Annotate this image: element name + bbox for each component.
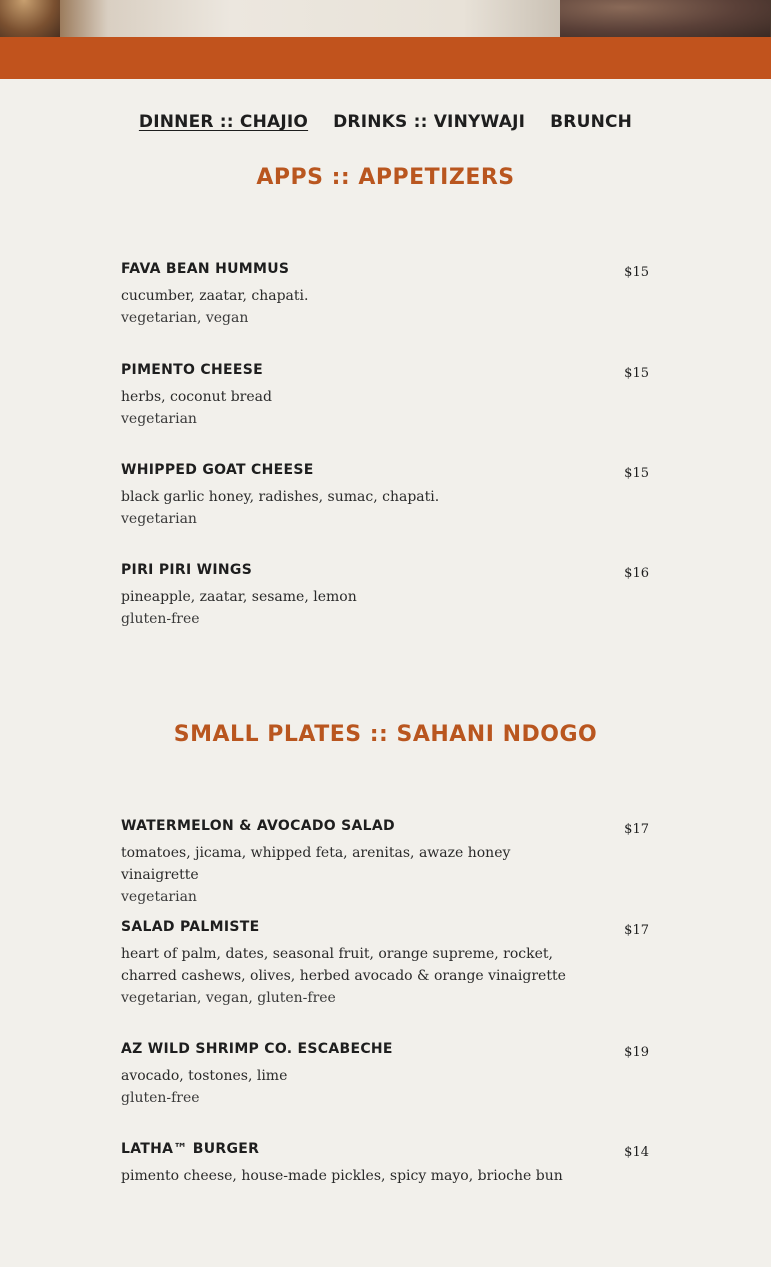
menu-item [121, 462, 651, 530]
item-price: $14 [624, 1145, 649, 1160]
item-price: $15 [624, 466, 649, 481]
item-price: $15 [624, 366, 649, 381]
menu-item [121, 362, 651, 430]
item-name: PIRI PIRI WINGS [121, 562, 253, 578]
item-description: cucumber, zaatar, chapati. [121, 288, 309, 304]
hero-image [0, 0, 771, 37]
item-tags: vegetarian, vegan [121, 310, 249, 326]
item-description: herbs, coconut bread [121, 389, 272, 405]
menu-item [121, 1141, 651, 1187]
tab-dinner[interactable]: DINNER :: CHAJIO [138, 112, 309, 132]
tab-drinks[interactable]: DRINKS :: VINYWAJI [333, 112, 526, 132]
item-price: $16 [624, 566, 649, 581]
item-name: WATERMELON & AVOCADO SALAD [121, 818, 395, 834]
item-description: avocado, tostones, lime [121, 1068, 288, 1084]
item-tags: vegetarian [121, 889, 197, 905]
item-tags: vegetarian [121, 511, 197, 527]
tab-brunch[interactable]: BRUNCH [550, 112, 633, 132]
item-tags: gluten-free [121, 1090, 200, 1106]
item-name: PIMENTO CHEESE [121, 362, 263, 378]
item-tags: gluten-free [121, 611, 200, 627]
item-tags: vegetarian [121, 411, 197, 427]
item-description: heart of palm, dates, seasonal fruit, orange supreme, rocket, charred cashews, olives, herbed avocado & orange vinaigrette [121, 946, 566, 984]
section-title-small-plates: SMALL PLATES :: SAHANI NDOGO [173, 722, 598, 747]
menu-item [121, 919, 651, 1009]
item-price: $17 [624, 923, 649, 938]
menu-tabs [0, 112, 771, 132]
item-description: pimento cheese, house-made pickles, spicy mayo, brioche bun [121, 1168, 563, 1184]
item-name: SALAD PALMISTE [121, 919, 260, 935]
menu-item [121, 818, 651, 908]
item-description: tomatoes, jicama, whipped feta, arenitas, awaze honey vinaigrette [121, 845, 511, 883]
hero-image-left [0, 0, 60, 37]
item-price: $15 [624, 265, 649, 280]
section-title-appetizers: APPS :: APPETIZERS [256, 165, 515, 190]
item-description: black garlic honey, radishes, sumac, chapati. [121, 489, 440, 505]
item-name: AZ WILD SHRIMP CO. ESCABECHE [121, 1041, 393, 1057]
accent-band [0, 37, 771, 79]
menu-item [121, 1041, 651, 1109]
menu-item [121, 562, 651, 630]
item-description: pineapple, zaatar, sesame, lemon [121, 589, 357, 605]
hero-image-right [560, 0, 770, 37]
item-name: LATHA™ BURGER [121, 1141, 260, 1157]
item-name: WHIPPED GOAT CHEESE [121, 462, 314, 478]
item-name: FAVA BEAN HUMMUS [121, 261, 290, 277]
item-price: $17 [624, 822, 649, 837]
menu-item [121, 261, 651, 329]
item-price: $19 [624, 1045, 649, 1060]
item-tags: vegetarian, vegan, gluten-free [121, 990, 336, 1006]
